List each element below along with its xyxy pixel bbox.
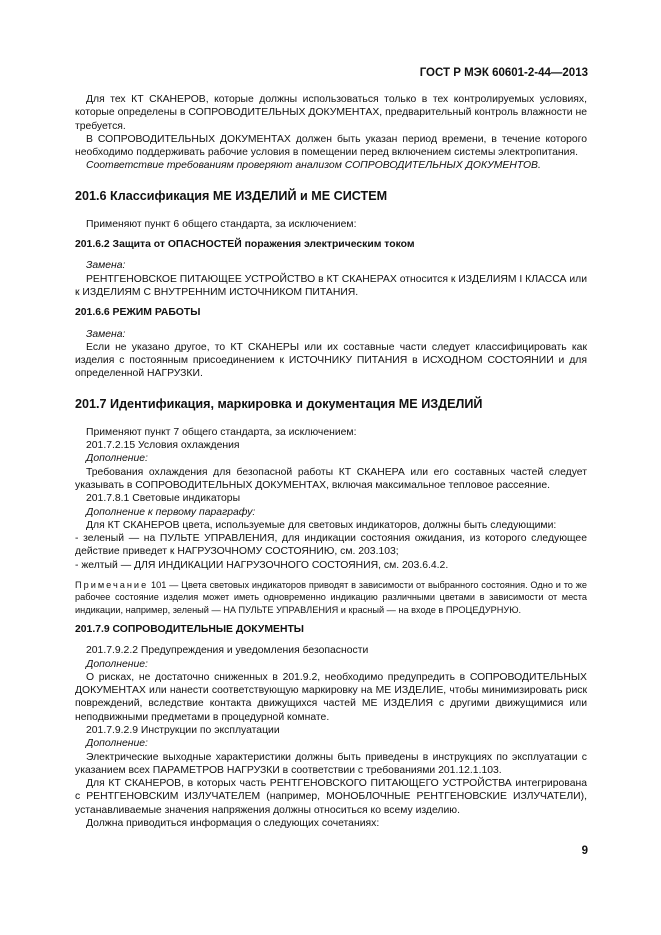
body-paragraph: Дополнение к первому параграфу: [86, 506, 256, 518]
subsection-heading: 201.6.2 Защита от ОПАСНОСТЕЙ поражения электрическим током [75, 239, 415, 251]
body-paragraph: Для КТ СКАНЕРОВ цвета, используемые для световых индикаторов, должны быть следующими: [86, 519, 557, 531]
page-number: 9 [581, 845, 588, 857]
body-paragraph: Дополнение: [86, 738, 148, 750]
document-body [75, 93, 587, 830]
body-paragraph: Применяют пункт 7 общего стандарта, за исключением: [86, 426, 357, 438]
note-label: Примечание [75, 580, 149, 591]
body-paragraph: Замена: [86, 328, 126, 340]
body-paragraph: 201.7.8.1 Световые индикаторы [86, 493, 241, 505]
body-paragraph: Электрические выходные характеристики должны быть приведены в инструкциях по эксплуатации с указанием всех ПАРАМЕТРОВ НАГРУЗКИ в соответствии с требованиями 201.12.1.103. [75, 751, 587, 776]
note-text: 101 — Цвета световых индикаторов приводят в зависимости от выбранного состояния. Одно и то же рабочее состояние изделия может иметь одновременно индикацию различными цветами в зависимости от места индикации, например, зеленый — НА ПУЛЬТЕ УПРАВЛЕНИЯ и красный — на входе в ПРОЦЕДУРНУЮ. [75, 580, 587, 615]
body-paragraph: Замена: [86, 260, 126, 272]
body-paragraph: Соответствие требованиям проверяют анализом СОПРОВОДИТЕЛЬНЫХ ДОКУМЕНТОВ. [86, 160, 541, 172]
body-paragraph: РЕНТГЕНОВСКОЕ ПИТАЮЩЕЕ УСТРОЙСТВО в КТ СКАНЕРАХ относится к ИЗДЕЛИЯМ I КЛАССА или к ИЗДЕЛИЯМ С ВНУТРЕННИМ ИСТОЧНИКОМ ПИТАНИЯ. [75, 273, 587, 298]
body-paragraph: - желтый — ДЛЯ ИНДИКАЦИИ НАГРУЗОЧНОГО СОСТОЯНИЯ, см. 203.6.4.2. [75, 559, 449, 571]
body-paragraph: - зеленый — на ПУЛЬТЕ УПРАВЛЕНИЯ, для индикации состояния ожидания, из которого следующее действие приведет к НАГРУЗОЧНОМУ СОСТОЯНИЮ, см. 203.103; [75, 533, 587, 558]
body-paragraph: 201.7.9.2.2 Предупреждения и уведомления безопасности [86, 645, 369, 657]
body-paragraph: Для КТ СКАНЕРОВ, в которых часть РЕНТГЕНОВСКОГО ПИТАЮЩЕГО УСТРОЙСТВА интегрирована с РЕНТГЕНОВСКИМ ИЗЛУЧАТЕЛЕМ (например, МОНОБЛОЧНЫЕ РЕНТГЕНОВСКИЕ ИЗЛУЧАТЕЛИ), устанавливаемые значения напряжения должны относиться ко всему изделию. [75, 778, 587, 816]
subsection-heading: 201.6.6 РЕЖИМ РАБОТЫ [75, 307, 201, 319]
body-paragraph: Требования охлаждения для безопасной работы КТ СКАНЕРА или его составных частей следует указывать в СОПРОВОДИТЕЛЬНЫХ ДОКУМЕНТАХ, включая максимальное тепловое рассеяние. [75, 466, 587, 491]
body-paragraph: Дополнение: [86, 453, 148, 465]
body-paragraph: В СОПРОВОДИТЕЛЬНЫХ ДОКУМЕНТАХ должен быть указан период времени, в течение которого необходимо поддерживать рабочие условия в помещении перед включением системы электропитания. [75, 133, 587, 159]
body-paragraph: Если не указано другое, то КТ СКАНЕРЫ или их составные части следует классифицировать как изделия с постоянным присоединением к ИСТОЧНИКУ ПИТАНИЯ в ИСХОДНОМ СОСТОЯНИИ и для определенной НАГРУЗКИ. [75, 341, 587, 380]
body-paragraph: 201.7.9.2.9 Инструкции по эксплуатации [86, 724, 280, 736]
body-paragraph: О рисках, не достаточно сниженных в 201.9.2, необходимо предупредить в СОПРОВОДИТЕЛЬНЫХ ДОКУМЕНТАХ или нанести соответствующую маркировку на МЕ ИЗДЕЛИЕ, чтобы минимизировать риск повреждений, вследствие контакта движущихся частей МЕ ИЗДЕЛИЯ с другими движущимися или неподвижными предметами в процедурной комнате. [75, 671, 587, 723]
subsection-heading: 201.7.9 СОПРОВОДИТЕЛЬНЫЕ ДОКУМЕНТЫ [75, 623, 304, 635]
body-paragraph: Дополнение: [86, 658, 148, 670]
document-header: ГОСТ Р МЭК 60601-2-44—2013 [419, 67, 588, 79]
body-paragraph: 201.7.2.15 Условия охлаждения [86, 440, 240, 452]
body-paragraph: Применяют пункт 6 общего стандарта, за исключением: [86, 218, 357, 230]
section-heading: 201.6 Классификация МЕ ИЗДЕЛИЙ и МЕ СИСТЕМ [75, 188, 388, 203]
body-paragraph: Для тех КТ СКАНЕРОВ, которые должны использоваться только в тех контролируемых условиях, которые определены в СОПРОВОДИТЕЛЬНЫХ ДОКУМЕНТАХ, предварительный контроль влажности не требуется. [75, 94, 587, 132]
section-heading: 201.7 Идентификация, маркировка и документация МЕ ИЗДЕЛИЙ [75, 396, 483, 411]
body-paragraph: Должна приводиться информация о следующих сочетаниях: [86, 818, 380, 830]
note-paragraph [75, 579, 587, 616]
